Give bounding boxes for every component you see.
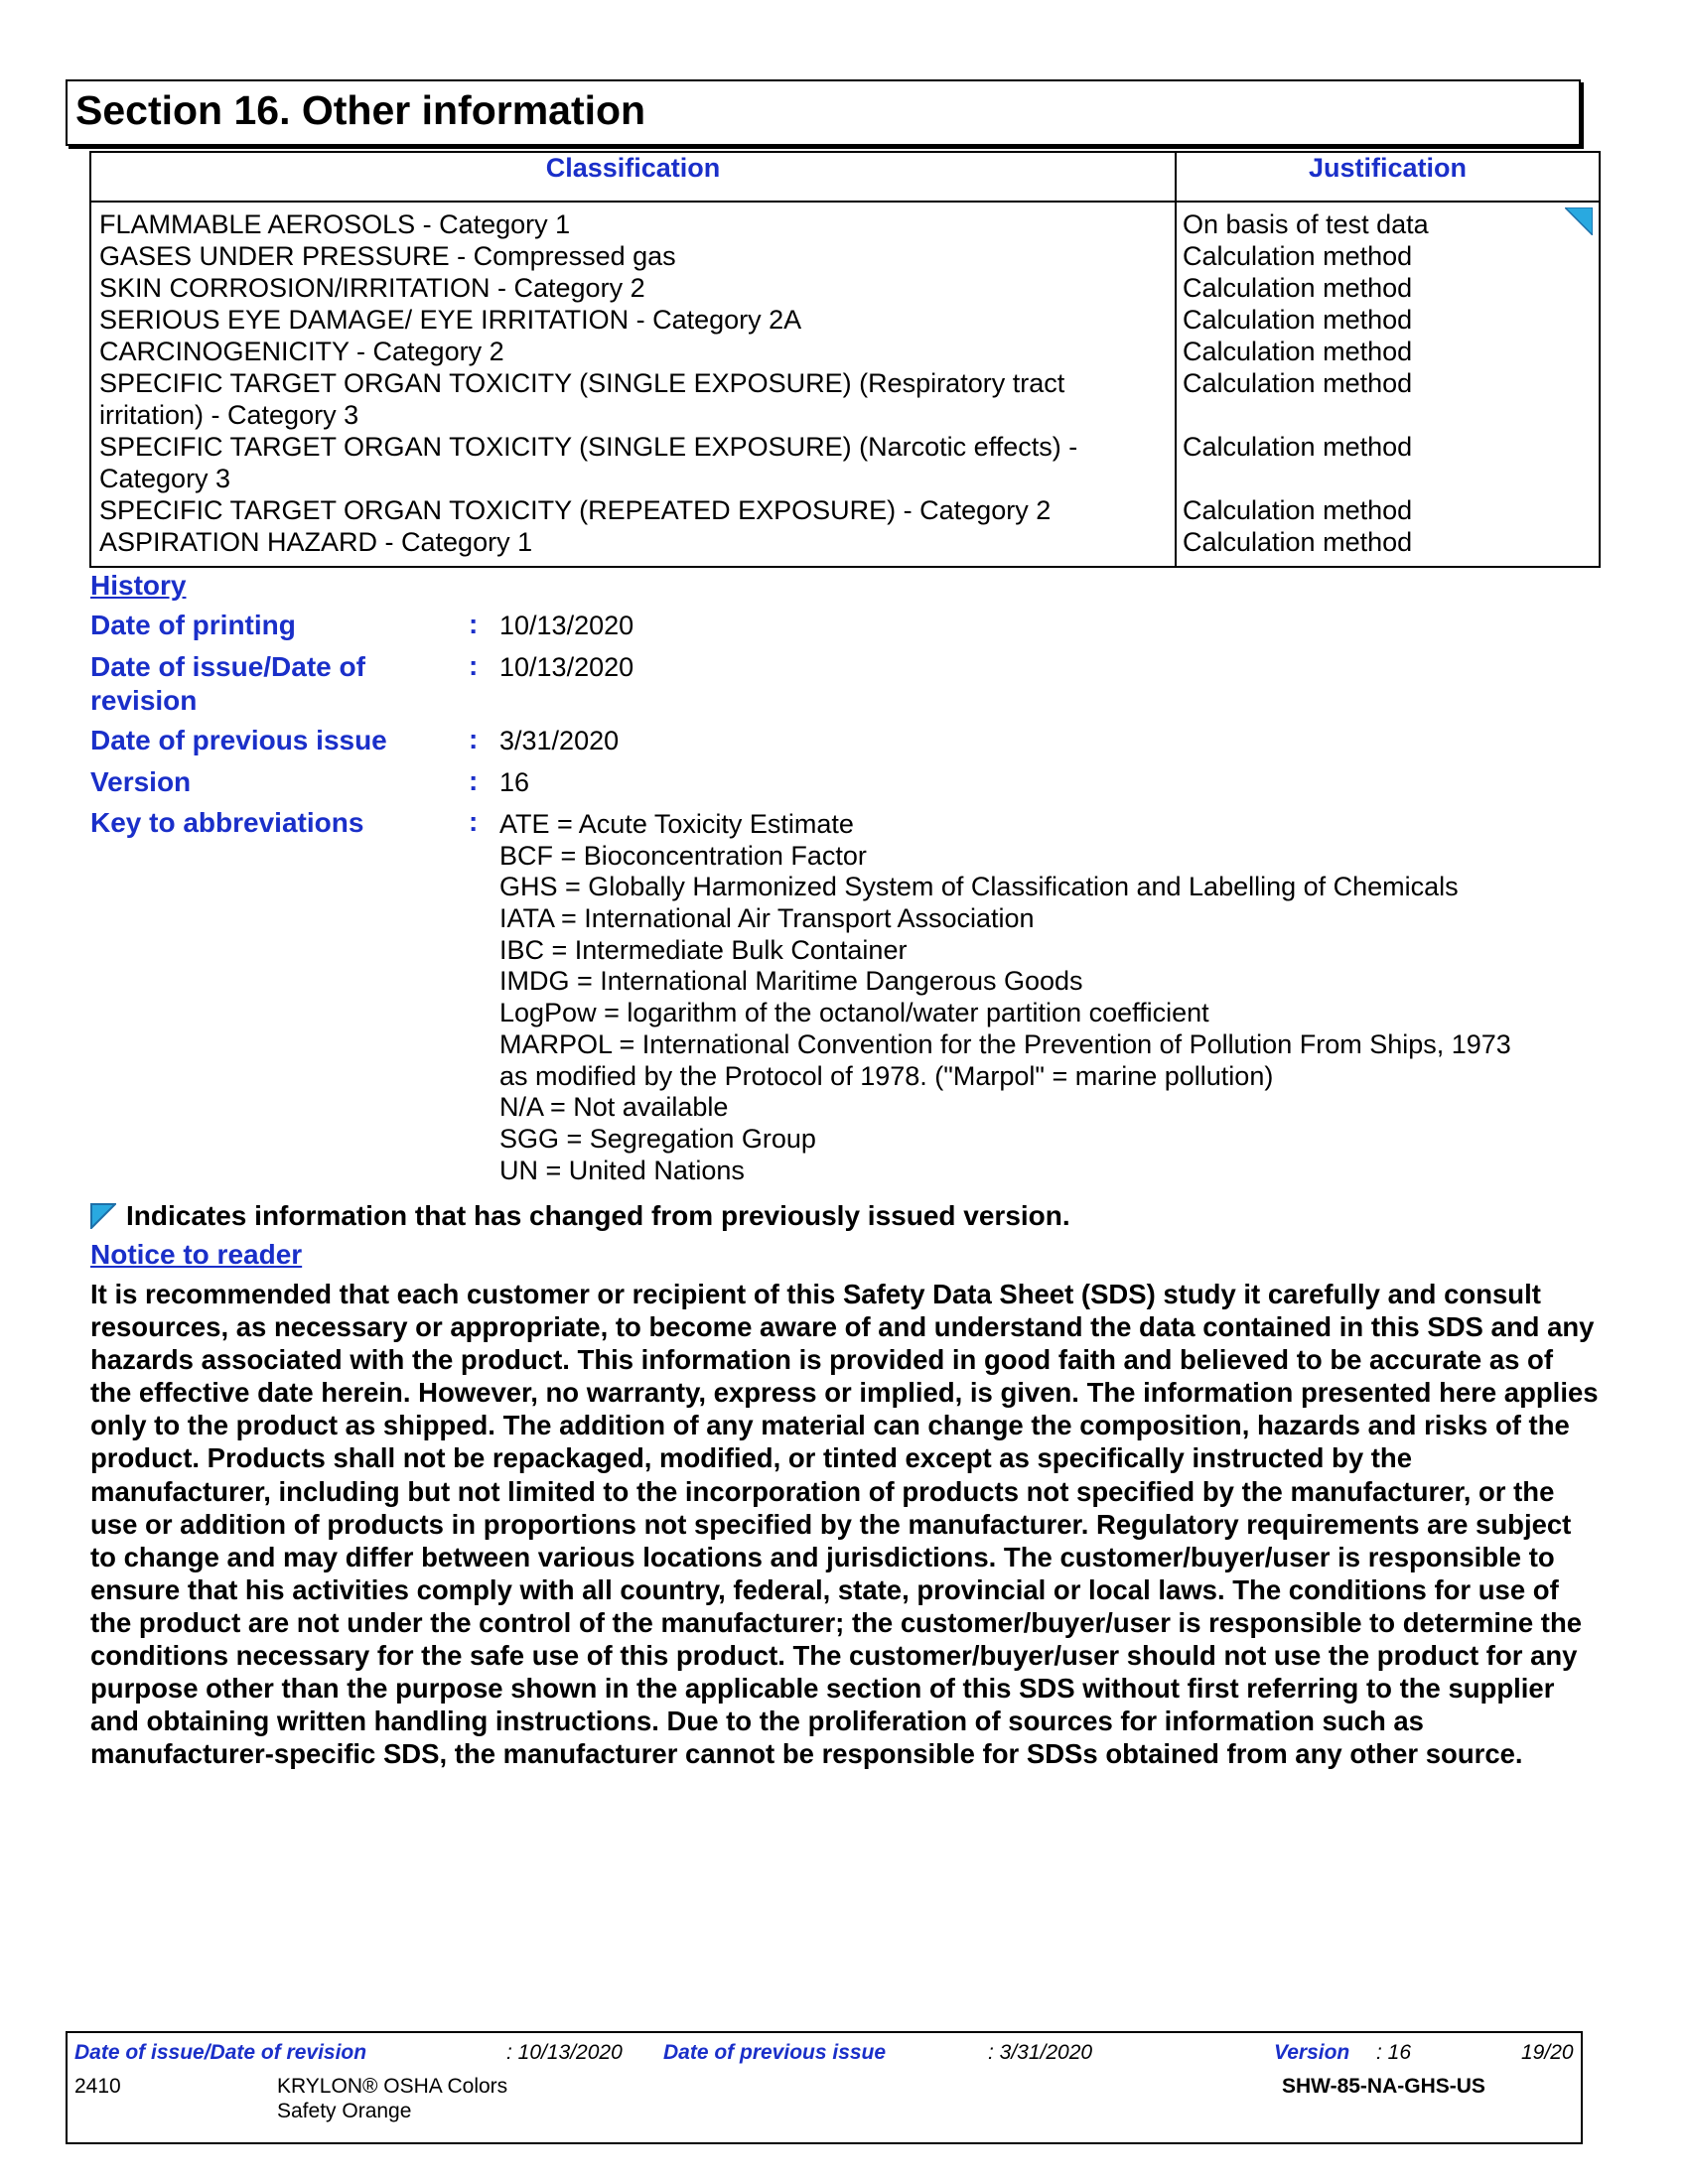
changed-marker-icon (1565, 207, 1593, 235)
justification-item: Calculation method (1183, 241, 1413, 271)
abbreviation-item: IBC = Intermediate Bulk Container (499, 934, 908, 965)
justification-item: Calculation method (1183, 432, 1413, 462)
classification-table (89, 151, 1601, 568)
classification-item: CARCINOGENICITY - Category 2 (99, 337, 504, 366)
colon: : (469, 650, 479, 681)
classification-item: SPECIFIC TARGET ORGAN TOXICITY (SINGLE EXPOSURE) (Respiratory tract irritation) - Category 3 (99, 368, 1065, 430)
date-of-issue-label: Date of issue/Date of revision (90, 651, 365, 716)
classification-header: Classification (90, 152, 1176, 202)
section-title: Section 16. Other information (75, 87, 646, 133)
version-value: 16 (499, 767, 530, 797)
justification-item: Calculation method (1183, 495, 1413, 525)
justification-item: Calculation method (1183, 337, 1413, 366)
classification-item: SKIN CORROSION/IRRITATION - Category 2 (99, 273, 645, 303)
changed-info-text: Indicates information that has changed from previously issued version. (126, 1200, 1070, 1231)
classification-item: SPECIFIC TARGET ORGAN TOXICITY (REPEATED EXPOSURE) - Category 2 (99, 495, 1052, 525)
justification-item: Calculation method (1183, 527, 1413, 557)
footer-date-of-issue-value: : 10/13/2020 (506, 2041, 623, 2064)
history-heading[interactable]: History (90, 570, 187, 601)
date-of-previous-issue-value: 3/31/2020 (499, 726, 620, 755)
abbreviation-item: SGG = Segregation Group (499, 1123, 816, 1154)
footer-version-value: : 16 (1376, 2041, 1412, 2064)
footer-doc-id: SHW-85-NA-GHS-US (1282, 2075, 1485, 2098)
justification-item: On basis of test data (1183, 209, 1429, 239)
date-of-issue-value: 10/13/2020 (499, 652, 634, 682)
changed-marker-icon (90, 1203, 116, 1229)
version-label: Version (90, 766, 192, 797)
abbreviations-list (499, 808, 1542, 1185)
date-of-printing-label: Date of printing (90, 610, 296, 640)
abbreviation-item: IATA = International Air Transport Association (499, 903, 1035, 934)
abbreviation-item: BCF = Bioconcentration Factor (499, 840, 867, 871)
classification-item: SPECIFIC TARGET ORGAN TOXICITY (SINGLE EXPOSURE) (Narcotic effects) - Category 3 (99, 432, 1078, 493)
footer-code: 2410 (74, 2075, 121, 2098)
colon: : (469, 609, 479, 639)
colon: : (469, 806, 479, 837)
justification-item: Calculation method (1183, 305, 1413, 335)
justification-item: Calculation method (1183, 368, 1413, 398)
footer-page-number: 19/20 (1521, 2041, 1574, 2064)
classification-item: SERIOUS EYE DAMAGE/ EYE IRRITATION - Category 2A (99, 305, 802, 335)
footer (66, 2031, 1583, 2144)
date-of-previous-issue-label: Date of previous issue (90, 725, 387, 755)
justification-header: Justification (1176, 152, 1600, 202)
notice-heading[interactable]: Notice to reader (90, 1239, 303, 1270)
section-header (66, 79, 1581, 146)
footer-date-of-previous-issue-value: : 3/31/2020 (988, 2041, 1093, 2064)
abbreviation-item: IMDG = International Maritime Dangerous Goods (499, 966, 1083, 997)
footer-date-of-previous-issue-label: Date of previous issue (663, 2041, 887, 2064)
abbreviation-item: MARPOL = International Convention for the Prevention of Pollution From Ships, 1973 as modified by the Protocol of 1978. ("Marpol" = marine pollution) (499, 1028, 1511, 1091)
footer-date-of-issue-label: Date of issue/Date of revision (74, 2041, 367, 2064)
key-to-abbreviations-label: Key to abbreviations (90, 807, 364, 838)
abbreviation-item: LogPow = logarithm of the octanol/water partition coefficient (499, 998, 1209, 1028)
colon: : (469, 765, 479, 796)
justification-item: Calculation method (1183, 273, 1413, 303)
classification-item: ASPIRATION HAZARD - Category 1 (99, 527, 533, 557)
classification-cell (90, 202, 1176, 567)
footer-product-name: KRYLON® OSHA Colors (277, 2075, 508, 2098)
footer-version-label: Version (1274, 2041, 1350, 2064)
abbreviation-item: ATE = Acute Toxicity Estimate (499, 809, 854, 839)
date-of-printing-value: 10/13/2020 (499, 611, 634, 640)
justification-cell (1176, 202, 1600, 567)
changed-info-note (90, 1200, 1070, 1232)
footer-product-color: Safety Orange (277, 2100, 412, 2122)
classification-item: FLAMMABLE AEROSOLS - Category 1 (99, 209, 571, 239)
abbreviation-item: N/A = Not available (499, 1092, 729, 1123)
abbreviation-item: GHS = Globally Harmonized System of Classification and Labelling of Chemicals (499, 872, 1459, 902)
notice-body: It is recommended that each customer or recipient of this Safety Data Sheet (SDS) study it carefully and consult resources, as necessary or appropriate, to become aware of and understand the data contained in this SDS and any hazards associated with the product. This information is provided in good faith and believed to be accurate as of the effective date herein. However, no warranty, express or implied, is given. The information presented here applies only to the product as shipped. The addition of any material can change the composition, hazards and risks of the product. Products shall not be repackaged, modified, or tinted except as specifically instructed by the manufacturer, including but not limited to the incorporation of products not specified by the manufacturer, or the use or addition of products in proportions not specified by the manufacturer. Regulatory requirements are subject to change and may differ between various locations and jurisdictions. The customer/buyer/user is responsible to ensure that his activities comply with all country, federal, state, provincial or local laws. The conditions for use of the product are not under the control of the manufacturer; the customer/buyer/user is responsible to determine the conditions necessary for the safe use of this product. The customer/buyer/user should not use the product for any purpose other than the purpose shown in the applicable section of this SDS without first referring to the supplier and obtaining written handling instructions. Due to the proliferation of sources for information such as manufacturer-specific SDS, the manufacturer cannot be responsible for SDSs obtained from any other source. (90, 1279, 1599, 1770)
abbreviation-item: UN = United Nations (499, 1155, 745, 1185)
colon: : (469, 724, 479, 754)
classification-item: GASES UNDER PRESSURE - Compressed gas (99, 241, 676, 271)
